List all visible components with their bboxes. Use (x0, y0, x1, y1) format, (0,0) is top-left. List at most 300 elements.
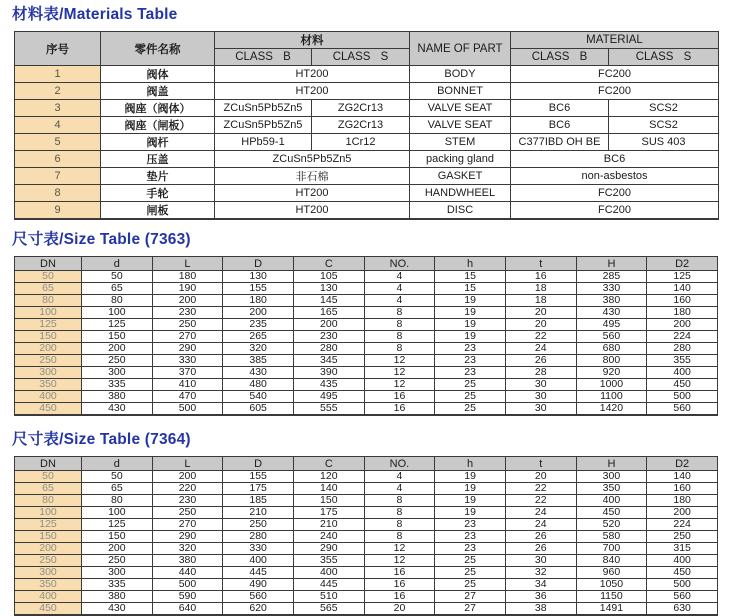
dn-cell: 250 (15, 355, 82, 367)
col-header-dn: DN (15, 457, 82, 471)
value-cell: 4 (364, 295, 435, 307)
value-cell: 23 (435, 519, 506, 531)
value-cell: 28 (505, 367, 576, 379)
dn-cell: 450 (15, 403, 82, 416)
value-cell: 140 (647, 283, 718, 295)
value-cell: 12 (364, 379, 435, 391)
table-row (15, 134, 719, 151)
value-cell: 16 (364, 591, 435, 603)
data-cell: HT200 (215, 66, 410, 83)
value-cell: 230 (293, 331, 364, 343)
serial-cell: 8 (15, 185, 101, 202)
dn-cell: 300 (15, 367, 82, 379)
serial-cell: 3 (15, 100, 101, 117)
value-cell: 12 (364, 367, 435, 379)
table-row (15, 403, 718, 416)
table-row (15, 555, 718, 567)
value-cell: 480 (223, 379, 294, 391)
value-cell: 105 (293, 271, 364, 283)
value-cell: 50 (82, 471, 153, 483)
value-cell: 450 (647, 567, 718, 579)
data-cell: FC200 (511, 83, 719, 100)
dn-cell: 65 (15, 283, 82, 295)
value-cell: 150 (82, 531, 153, 543)
value-cell: 1050 (576, 579, 647, 591)
value-cell: 4 (364, 483, 435, 495)
value-cell: 435 (293, 379, 364, 391)
data-cell: BC6 (511, 100, 609, 117)
value-cell: 280 (223, 531, 294, 543)
dn-cell: 200 (15, 543, 82, 555)
table-row (15, 603, 718, 616)
value-cell: 330 (223, 543, 294, 555)
value-cell: 430 (82, 403, 153, 416)
value-cell: 500 (152, 579, 223, 591)
value-cell: 300 (576, 471, 647, 483)
value-cell: 400 (223, 555, 294, 567)
value-cell: 38 (505, 603, 576, 616)
value-cell: 16 (364, 391, 435, 403)
value-cell: 16 (364, 403, 435, 416)
value-cell: 500 (647, 391, 718, 403)
value-cell: 125 (82, 319, 153, 331)
table-row (15, 307, 718, 319)
value-cell: 230 (152, 307, 223, 319)
table-row (15, 579, 718, 591)
col-header-material-en: MATERIAL (511, 32, 719, 49)
value-cell: 175 (293, 507, 364, 519)
value-cell: 16 (505, 271, 576, 283)
size-7364-header-row (15, 457, 718, 471)
value-cell: 540 (223, 391, 294, 403)
data-cell: SCS2 (609, 117, 719, 134)
data-cell: HT200 (215, 185, 410, 202)
table-row (15, 117, 719, 134)
value-cell: 160 (647, 295, 718, 307)
value-cell: 25 (435, 555, 506, 567)
size-table-7363-title: 尺寸表/Size Table (7363) (12, 231, 191, 248)
dn-cell: 350 (15, 379, 82, 391)
value-cell: 560 (647, 591, 718, 603)
value-cell: 25 (435, 567, 506, 579)
col-header-dn: DN (15, 257, 82, 271)
dn-cell: 400 (15, 591, 82, 603)
value-cell: 560 (647, 403, 718, 416)
value-cell: 19 (435, 507, 506, 519)
value-cell: 20 (505, 307, 576, 319)
data-cell: BC6 (511, 117, 609, 134)
data-cell: 手轮 (101, 185, 215, 202)
col-header-part-name-cn: 零件名称 (101, 32, 215, 66)
data-cell: FC200 (511, 185, 719, 202)
table-row (15, 295, 718, 307)
value-cell: 19 (435, 331, 506, 343)
value-cell: 1150 (576, 591, 647, 603)
value-cell: 24 (505, 343, 576, 355)
data-cell: SUS 403 (609, 134, 719, 151)
value-cell: 19 (435, 319, 506, 331)
value-cell: 200 (647, 319, 718, 331)
dn-cell: 350 (15, 579, 82, 591)
value-cell: 345 (293, 355, 364, 367)
value-cell: 155 (223, 283, 294, 295)
col-header-h: h (435, 457, 506, 471)
value-cell: 510 (293, 591, 364, 603)
value-cell: 8 (364, 319, 435, 331)
value-cell: 290 (152, 531, 223, 543)
value-cell: 200 (152, 471, 223, 483)
value-cell: 50 (82, 271, 153, 283)
dn-cell: 150 (15, 331, 82, 343)
value-cell: 155 (223, 471, 294, 483)
value-cell: 680 (576, 343, 647, 355)
dn-cell: 80 (15, 495, 82, 507)
data-cell: 1Cr12 (312, 134, 410, 151)
table-row (15, 66, 719, 83)
serial-cell: 2 (15, 83, 101, 100)
value-cell: 16 (364, 579, 435, 591)
dn-cell: 100 (15, 307, 82, 319)
value-cell: 555 (293, 403, 364, 416)
value-cell: 335 (82, 579, 153, 591)
serial-cell: 9 (15, 202, 101, 220)
table-row (15, 151, 719, 168)
table-row (15, 319, 718, 331)
value-cell: 560 (576, 331, 647, 343)
col-header-l: L (152, 457, 223, 471)
table-row (15, 471, 718, 483)
table-row (15, 391, 718, 403)
value-cell: 300 (82, 367, 153, 379)
size-table-7363-body (15, 271, 718, 416)
value-cell: 26 (505, 543, 576, 555)
col-header-material-cn: 材料 (215, 32, 410, 49)
data-cell: ZCuSn5Pb5Zn5 (215, 117, 312, 134)
value-cell: 12 (364, 355, 435, 367)
value-cell: 26 (505, 531, 576, 543)
value-cell: 19 (435, 483, 506, 495)
value-cell: 20 (505, 471, 576, 483)
value-cell: 25 (435, 579, 506, 591)
value-cell: 1420 (576, 403, 647, 416)
value-cell: 235 (223, 319, 294, 331)
value-cell: 130 (293, 283, 364, 295)
value-cell: 224 (647, 331, 718, 343)
data-cell: BONNET (410, 83, 511, 100)
dn-cell: 125 (15, 319, 82, 331)
value-cell: 500 (152, 403, 223, 416)
value-cell: 23 (435, 367, 506, 379)
col-header-class-s-en: CLASS S (609, 49, 719, 66)
size-table-7364 (14, 456, 718, 616)
col-header-class-s-cn: CLASS S (312, 49, 410, 66)
value-cell: 280 (647, 343, 718, 355)
value-cell: 430 (223, 367, 294, 379)
col-header-t: t (505, 257, 576, 271)
value-cell: 4 (364, 471, 435, 483)
value-cell: 590 (152, 591, 223, 603)
value-cell: 18 (505, 283, 576, 295)
value-cell: 490 (223, 579, 294, 591)
size-table-7363 (14, 256, 718, 416)
value-cell: 145 (293, 295, 364, 307)
size-table-7364-title: 尺寸表/Size Table (7364) (12, 431, 191, 449)
value-cell: 440 (152, 567, 223, 579)
data-cell: ZCuSn5Pb5Zn5 (215, 100, 312, 117)
value-cell: 19 (435, 471, 506, 483)
col-header-no: NO. (364, 457, 435, 471)
value-cell: 370 (152, 367, 223, 379)
value-cell: 140 (647, 471, 718, 483)
value-cell: 640 (152, 603, 223, 616)
value-cell: 315 (647, 543, 718, 555)
table-row (15, 379, 718, 391)
value-cell: 430 (576, 307, 647, 319)
value-cell: 100 (82, 307, 153, 319)
value-cell: 19 (435, 307, 506, 319)
col-header-d2: D2 (647, 457, 718, 471)
table-row (15, 543, 718, 555)
value-cell: 335 (82, 379, 153, 391)
value-cell: 8 (364, 507, 435, 519)
dn-cell: 100 (15, 507, 82, 519)
value-cell: 27 (435, 591, 506, 603)
value-cell: 190 (152, 283, 223, 295)
value-cell: 520 (576, 519, 647, 531)
value-cell: 8 (364, 307, 435, 319)
value-cell: 8 (364, 519, 435, 531)
value-cell: 300 (82, 567, 153, 579)
dn-cell: 80 (15, 295, 82, 307)
value-cell: 24 (505, 519, 576, 531)
data-cell: 闸板 (101, 202, 215, 220)
value-cell: 65 (82, 483, 153, 495)
dn-cell: 250 (15, 555, 82, 567)
value-cell: 250 (152, 507, 223, 519)
col-header-d: d (82, 457, 153, 471)
value-cell: 495 (293, 391, 364, 403)
data-cell: 阀盖 (101, 83, 215, 100)
col-header-d: D (223, 457, 294, 471)
size-7363-header-row (15, 257, 718, 271)
value-cell: 580 (576, 531, 647, 543)
value-cell: 30 (505, 555, 576, 567)
value-cell: 800 (576, 355, 647, 367)
table-row (15, 355, 718, 367)
value-cell: 22 (505, 495, 576, 507)
value-cell: 250 (223, 519, 294, 531)
value-cell: 1000 (576, 379, 647, 391)
value-cell: 22 (505, 331, 576, 343)
data-cell: HPb59-1 (215, 134, 312, 151)
value-cell: 385 (223, 355, 294, 367)
value-cell: 8 (364, 531, 435, 543)
value-cell: 200 (82, 343, 153, 355)
value-cell: 630 (647, 603, 718, 616)
value-cell: 380 (576, 295, 647, 307)
materials-header-row-1 (15, 32, 719, 49)
value-cell: 445 (293, 579, 364, 591)
value-cell: 280 (293, 343, 364, 355)
value-cell: 560 (223, 591, 294, 603)
value-cell: 180 (647, 307, 718, 319)
value-cell: 224 (647, 519, 718, 531)
value-cell: 250 (82, 555, 153, 567)
data-cell: HT200 (215, 83, 410, 100)
value-cell: 380 (152, 555, 223, 567)
value-cell: 22 (505, 483, 576, 495)
value-cell: 30 (505, 403, 576, 416)
value-cell: 240 (293, 531, 364, 543)
data-cell: BC6 (511, 151, 719, 168)
value-cell: 18 (505, 295, 576, 307)
value-cell: 8 (364, 495, 435, 507)
value-cell: 125 (647, 271, 718, 283)
value-cell: 150 (82, 331, 153, 343)
dn-cell: 125 (15, 519, 82, 531)
data-cell: 非石棉 (215, 168, 410, 185)
value-cell: 200 (647, 507, 718, 519)
data-cell: packing gland (410, 151, 511, 168)
table-row (15, 283, 718, 295)
value-cell: 265 (223, 331, 294, 343)
data-cell: 阀杆 (101, 134, 215, 151)
dn-cell: 450 (15, 603, 82, 616)
value-cell: 220 (152, 483, 223, 495)
value-cell: 270 (152, 331, 223, 343)
value-cell: 285 (576, 271, 647, 283)
value-cell: 12 (364, 555, 435, 567)
value-cell: 180 (647, 495, 718, 507)
value-cell: 450 (647, 379, 718, 391)
table-row (15, 483, 718, 495)
value-cell: 1100 (576, 391, 647, 403)
value-cell: 19 (435, 295, 506, 307)
dn-cell: 65 (15, 483, 82, 495)
value-cell: 23 (435, 355, 506, 367)
data-cell: 垫片 (101, 168, 215, 185)
data-cell: GASKET (410, 168, 511, 185)
value-cell: 80 (82, 295, 153, 307)
serial-cell: 4 (15, 117, 101, 134)
data-cell: HANDWHEEL (410, 185, 511, 202)
table-row (15, 367, 718, 379)
table-row (15, 519, 718, 531)
data-cell: ZG2Cr13 (312, 100, 410, 117)
value-cell: 15 (435, 271, 506, 283)
serial-cell: 7 (15, 168, 101, 185)
value-cell: 100 (82, 507, 153, 519)
col-header-no: NO. (364, 257, 435, 271)
value-cell: 320 (223, 343, 294, 355)
data-cell: FC200 (511, 202, 719, 220)
value-cell: 26 (505, 355, 576, 367)
value-cell: 565 (293, 603, 364, 616)
table-row (15, 591, 718, 603)
value-cell: 270 (152, 519, 223, 531)
value-cell: 495 (576, 319, 647, 331)
value-cell: 32 (505, 567, 576, 579)
value-cell: 230 (152, 495, 223, 507)
data-cell: BODY (410, 66, 511, 83)
value-cell: 445 (223, 567, 294, 579)
value-cell: 620 (223, 603, 294, 616)
value-cell: 20 (505, 319, 576, 331)
value-cell: 290 (152, 343, 223, 355)
value-cell: 140 (293, 483, 364, 495)
serial-cell: 5 (15, 134, 101, 151)
col-header-l: L (152, 257, 223, 271)
table-row (15, 168, 719, 185)
data-cell: 阀体 (101, 66, 215, 83)
value-cell: 120 (293, 471, 364, 483)
value-cell: 24 (505, 507, 576, 519)
value-cell: 36 (505, 591, 576, 603)
value-cell: 470 (152, 391, 223, 403)
value-cell: 250 (152, 319, 223, 331)
value-cell: 250 (647, 531, 718, 543)
table-row (15, 531, 718, 543)
serial-cell: 6 (15, 151, 101, 168)
data-cell: FC200 (511, 66, 719, 83)
value-cell: 290 (293, 543, 364, 555)
value-cell: 355 (647, 355, 718, 367)
value-cell: 1491 (576, 603, 647, 616)
dn-cell: 200 (15, 343, 82, 355)
table-row (15, 202, 719, 220)
col-header-d: d (82, 257, 153, 271)
col-header-h: H (576, 457, 647, 471)
value-cell: 500 (647, 579, 718, 591)
col-header-name-of-part: NAME OF PART (410, 32, 511, 66)
value-cell: 960 (576, 567, 647, 579)
dn-cell: 400 (15, 391, 82, 403)
value-cell: 19 (435, 495, 506, 507)
col-header-h: h (435, 257, 506, 271)
data-cell: 压盖 (101, 151, 215, 168)
value-cell: 165 (293, 307, 364, 319)
value-cell: 400 (647, 367, 718, 379)
value-cell: 150 (293, 495, 364, 507)
table-row (15, 83, 719, 100)
value-cell: 4 (364, 283, 435, 295)
data-cell: VALVE SEAT (410, 100, 511, 117)
value-cell: 380 (82, 391, 153, 403)
value-cell: 210 (223, 507, 294, 519)
value-cell: 23 (435, 531, 506, 543)
value-cell: 400 (293, 567, 364, 579)
data-cell: non-asbestos (511, 168, 719, 185)
materials-table (14, 31, 719, 220)
value-cell: 23 (435, 343, 506, 355)
data-cell: 阀座（阀体） (101, 100, 215, 117)
table-row (15, 271, 718, 283)
table-row (15, 507, 718, 519)
col-header-t: t (505, 457, 576, 471)
value-cell: 25 (435, 379, 506, 391)
value-cell: 250 (82, 355, 153, 367)
value-cell: 400 (647, 555, 718, 567)
data-cell: VALVE SEAT (410, 117, 511, 134)
value-cell: 410 (152, 379, 223, 391)
value-cell: 34 (505, 579, 576, 591)
value-cell: 23 (435, 543, 506, 555)
materials-table-body (15, 66, 719, 220)
value-cell: 30 (505, 379, 576, 391)
dn-cell: 50 (15, 271, 82, 283)
value-cell: 25 (435, 403, 506, 416)
value-cell: 80 (82, 495, 153, 507)
